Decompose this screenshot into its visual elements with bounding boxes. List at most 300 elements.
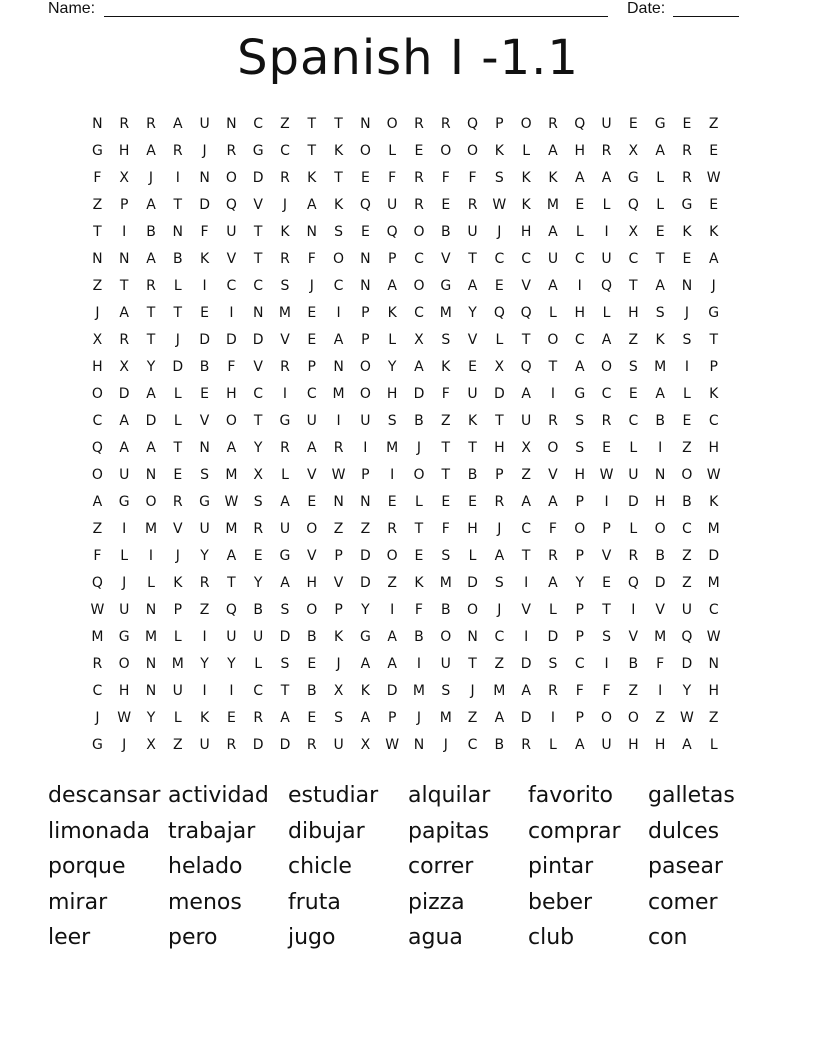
grid-letter: B <box>306 683 317 699</box>
grid-letter: M <box>707 575 720 591</box>
grid-letter: W <box>331 467 346 483</box>
grid-letter: O <box>574 521 586 537</box>
grid-letter: F <box>441 386 450 402</box>
grid-letter: Z <box>655 710 665 726</box>
grid-letter: E <box>494 278 504 294</box>
grid-letter: A <box>119 305 129 321</box>
grid-letter: A <box>655 278 665 294</box>
grid-letter: Q <box>225 602 237 618</box>
grid-letter: C <box>92 413 103 429</box>
grid-letter: D <box>386 683 398 699</box>
grid-letter: O <box>654 521 666 537</box>
grid-letter: I <box>390 602 395 618</box>
grid-letter: A <box>387 629 397 645</box>
grid-letter: D <box>279 629 291 645</box>
grid-letter: L <box>656 170 665 186</box>
grid-letter: U <box>226 629 237 645</box>
grid-letter: A <box>280 575 290 591</box>
grid-letter: R <box>226 143 237 159</box>
grid-letter: J <box>497 602 502 618</box>
grid-letter: D <box>252 737 264 753</box>
grid-letter: E <box>200 305 210 321</box>
grid-letter: A <box>682 737 692 753</box>
grid-letter: G <box>574 386 586 402</box>
grid-letter: T <box>521 332 531 348</box>
grid-letter: A <box>574 737 585 753</box>
word-bank-item: menos <box>168 889 242 915</box>
grid-letter: O <box>467 143 479 159</box>
grid-letter: M <box>654 359 667 375</box>
grid-letter: R <box>119 332 130 348</box>
grid-letter: M <box>91 629 104 645</box>
grid-letter: R <box>548 116 558 132</box>
grid-letter: I <box>524 575 529 591</box>
grid-letter: E <box>200 386 210 402</box>
grid-letter: A <box>306 440 317 456</box>
grid-letter: U <box>601 116 612 132</box>
grid-letter: R <box>172 494 183 510</box>
grid-letter: B <box>628 656 639 672</box>
grid-letter: H <box>628 305 639 321</box>
grid-letter: F <box>388 170 397 186</box>
grid-letter: R <box>387 521 398 537</box>
grid-letter: F <box>656 656 665 672</box>
grid-letter: E <box>468 359 477 375</box>
grid-row <box>84 547 727 574</box>
grid-letter: D <box>145 413 157 429</box>
grid-letter: C <box>253 278 264 294</box>
grid-letter: E <box>253 548 263 564</box>
grid-letter: Y <box>682 683 692 699</box>
grid-letter: V <box>521 602 531 618</box>
grid-row <box>84 331 727 358</box>
word-bank-item: fruta <box>288 889 341 915</box>
grid-letter: A <box>280 494 290 510</box>
grid-letter: J <box>336 656 341 672</box>
grid-letter: I <box>550 386 556 402</box>
word-bank-item: mirar <box>48 889 108 915</box>
grid-letter: O <box>306 602 318 618</box>
grid-letter: J <box>711 278 716 294</box>
grid-letter: B <box>494 737 505 753</box>
grid-letter: S <box>602 629 611 645</box>
grid-letter: T <box>629 278 638 294</box>
grid-letter: M <box>546 197 559 213</box>
grid-letter: D <box>172 359 184 375</box>
grid-letter: R <box>414 116 424 132</box>
grid-letter: P <box>602 521 611 537</box>
grid-row <box>84 412 727 439</box>
grid-letter: L <box>281 467 289 483</box>
grid-letter: A <box>521 683 531 699</box>
grid-letter: M <box>171 656 184 672</box>
grid-letter: R <box>280 440 290 456</box>
grid-letter: A <box>548 494 558 510</box>
grid-letter: B <box>306 629 317 645</box>
grid-letter: E <box>682 413 692 429</box>
grid-row <box>84 628 727 655</box>
grid-letter: U <box>521 413 532 429</box>
grid-letter: V <box>440 251 451 267</box>
grid-letter: S <box>200 467 210 483</box>
grid-letter: N <box>145 602 157 618</box>
grid-letter: B <box>414 629 424 645</box>
grid-letter: N <box>92 116 103 132</box>
grid-letter: O <box>359 143 371 159</box>
grid-letter: J <box>684 305 689 321</box>
grid-letter: L <box>602 305 611 321</box>
grid-letter: J <box>416 710 422 726</box>
grid-letter: E <box>414 548 424 564</box>
grid-letter: Y <box>575 575 585 591</box>
grid-letter: S <box>280 278 290 294</box>
grid-letter: H <box>226 386 237 402</box>
grid-letter: E <box>173 467 183 483</box>
grid-letter: A <box>601 170 612 186</box>
grid-letter: I <box>229 683 234 699</box>
word-bank-item: actividad <box>168 783 269 808</box>
grid-letter: W <box>117 710 132 726</box>
grid-letter: M <box>412 683 425 699</box>
word-bank-item: porque <box>48 854 126 879</box>
grid-letter: Z <box>387 575 397 591</box>
grid-letter: U <box>306 413 317 429</box>
grid-letter: P <box>387 710 397 726</box>
grid-letter: I <box>363 440 368 456</box>
grid-letter: K <box>333 629 344 645</box>
grid-letter: K <box>709 224 719 240</box>
grid-letter: L <box>254 656 263 672</box>
grid-letter: Q <box>520 359 532 375</box>
grid-letter: Q <box>493 305 505 321</box>
word-bank-item: pasear <box>648 854 723 879</box>
grid-letter: D <box>252 332 264 348</box>
grid-letter: R <box>119 116 130 132</box>
grid-letter: W <box>680 710 694 726</box>
grid-letter: O <box>359 386 371 402</box>
grid-letter: E <box>602 575 611 591</box>
grid-letter: V <box>280 332 290 348</box>
grid-letter: B <box>440 224 451 240</box>
grid-letter: E <box>307 710 317 726</box>
grid-letter: C <box>414 251 424 267</box>
grid-letter: L <box>549 602 557 618</box>
grid-letter: I <box>202 278 207 294</box>
grid-letter: R <box>548 413 558 429</box>
grid-row <box>84 250 727 277</box>
word-bank-item: favorito <box>528 783 613 808</box>
grid-letter: I <box>336 413 341 429</box>
grid-letter: B <box>655 413 665 429</box>
grid-letter: T <box>334 116 343 132</box>
grid-letter: D <box>547 629 559 645</box>
grid-letter: N <box>226 116 237 132</box>
grid-letter: L <box>173 386 182 402</box>
grid-letter: T <box>146 305 156 321</box>
grid-letter: K <box>280 224 290 240</box>
grid-letter: X <box>414 332 424 348</box>
grid-letter: V <box>306 467 317 483</box>
grid-letter: A <box>306 197 317 213</box>
grid-letter: H <box>306 575 318 591</box>
grid-letter: A <box>333 332 344 348</box>
grid-letter: E <box>307 656 317 672</box>
word-bank-item: pintar <box>528 854 594 879</box>
grid-letter: B <box>655 548 665 564</box>
grid-letter: H <box>118 143 130 159</box>
grid-letter: F <box>227 359 236 375</box>
grid-letter: F <box>602 683 611 699</box>
grid-letter: J <box>497 521 502 537</box>
grid-letter: P <box>575 710 584 726</box>
grid-letter: Y <box>361 602 370 618</box>
grid-letter: C <box>306 386 317 402</box>
grid-letter: Q <box>386 224 398 240</box>
grid-letter: W <box>90 602 105 618</box>
grid-letter: K <box>387 305 397 321</box>
grid-letter: H <box>574 143 585 159</box>
grid-letter: G <box>654 116 666 132</box>
grid-letter: P <box>334 548 343 564</box>
grid-letter: R <box>521 737 532 753</box>
grid-letter: O <box>386 116 398 132</box>
grid-letter: O <box>627 710 639 726</box>
grid-letter: L <box>495 332 504 348</box>
grid-letter: F <box>575 683 584 699</box>
grid-letter: N <box>360 278 371 294</box>
grid-letter: U <box>467 386 478 402</box>
grid-letter: U <box>360 413 371 429</box>
grid-letter: U <box>253 629 264 645</box>
grid-letter: Z <box>92 521 103 537</box>
grid-letter: A <box>574 170 585 186</box>
grid-letter: V <box>199 413 210 429</box>
grid-letter: R <box>333 440 344 456</box>
grid-letter: C <box>92 683 103 699</box>
grid-letter: I <box>416 656 422 672</box>
grid-letter: I <box>658 683 663 699</box>
grid-letter: V <box>253 359 263 375</box>
grid-letter: U <box>119 602 130 618</box>
word-bank-item: dulces <box>648 818 720 844</box>
grid-letter: A <box>226 548 237 564</box>
grid-letter: P <box>387 251 397 267</box>
grid-letter: D <box>654 575 666 591</box>
grid-letter: Y <box>387 359 397 375</box>
grid-letter: S <box>494 170 504 186</box>
grid-letter: L <box>147 575 155 591</box>
grid-letter: R <box>172 143 183 159</box>
grid-letter: H <box>654 494 666 510</box>
grid-letter: U <box>199 521 210 537</box>
grid-letter: D <box>118 386 130 402</box>
grid-letter: E <box>226 710 236 726</box>
grid-letter: T <box>468 440 477 456</box>
grid-letter: J <box>202 143 207 159</box>
grid-letter: L <box>656 197 665 213</box>
grid-letter: V <box>628 629 639 645</box>
grid-letter: D <box>359 575 371 591</box>
grid-letter: G <box>627 170 639 186</box>
grid-letter: O <box>225 413 237 429</box>
grid-letter: C <box>280 143 290 159</box>
grid-letter: S <box>280 656 290 672</box>
grid-letter: C <box>521 521 532 537</box>
grid-letter: T <box>655 251 665 267</box>
grid-letter: W <box>224 494 239 510</box>
grid-row <box>84 736 727 763</box>
grid-letter: Z <box>172 737 183 753</box>
grid-letter: E <box>307 494 317 510</box>
grid-letter: Y <box>146 359 156 375</box>
grid-letter: N <box>118 251 130 267</box>
grid-letter: A <box>414 359 424 375</box>
grid-letter: J <box>95 305 100 321</box>
grid-letter: S <box>655 305 665 321</box>
grid-letter: G <box>118 494 130 510</box>
grid-letter: S <box>441 548 451 564</box>
grid-letter: L <box>468 548 477 564</box>
grid-letter: N <box>92 251 103 267</box>
grid-letter: R <box>146 278 156 294</box>
grid-letter: R <box>280 359 290 375</box>
grid-letter: X <box>119 359 129 375</box>
grid-letter: T <box>253 413 263 429</box>
grid-letter: O <box>601 359 613 375</box>
grid-letter: D <box>252 170 264 186</box>
grid-letter: S <box>575 413 585 429</box>
grid-letter: K <box>360 683 370 699</box>
grid-letter: D <box>520 656 532 672</box>
grid-row <box>84 439 727 466</box>
grid-letter: C <box>574 332 585 348</box>
grid-letter: Z <box>92 197 103 213</box>
grid-letter: C <box>628 413 639 429</box>
grid-letter: A <box>467 278 478 294</box>
grid-letter: K <box>199 710 210 726</box>
name-blank-line <box>104 16 608 17</box>
grid-letter: M <box>439 575 452 591</box>
grid-letter: N <box>681 278 693 294</box>
grid-letter: C <box>708 413 719 429</box>
grid-letter: K <box>467 413 478 429</box>
grid-letter: G <box>91 737 103 753</box>
grid-letter: Y <box>227 656 236 672</box>
grid-letter: B <box>467 467 478 483</box>
word-bank-item: dibujar <box>288 818 365 844</box>
grid-letter: Z <box>682 440 692 456</box>
grid-letter: S <box>387 413 397 429</box>
grid-letter: P <box>575 629 584 645</box>
grid-letter: C <box>226 278 237 294</box>
grid-letter: E <box>468 494 477 510</box>
grid-letter: F <box>414 602 423 618</box>
grid-letter: N <box>199 440 210 456</box>
word-bank <box>48 779 768 957</box>
grid-letter: L <box>575 224 584 240</box>
grid-letter: O <box>467 602 479 618</box>
grid-letter: A <box>548 143 558 159</box>
grid-letter: H <box>520 224 532 240</box>
grid-letter: D <box>199 197 210 213</box>
grid-letter: T <box>119 278 129 294</box>
grid-letter: O <box>386 548 398 564</box>
word-bank-item: beber <box>528 889 593 915</box>
grid-letter: N <box>199 170 210 186</box>
grid-letter: F <box>548 521 557 537</box>
grid-letter: B <box>440 602 451 618</box>
grid-letter: J <box>122 737 127 753</box>
grid-letter: X <box>92 332 103 348</box>
grid-letter: A <box>280 710 290 726</box>
grid-letter: Y <box>146 710 156 726</box>
grid-row <box>84 574 727 601</box>
grid-letter: M <box>439 710 452 726</box>
grid-letter: P <box>709 359 718 375</box>
grid-letter: K <box>441 359 451 375</box>
grid-letter: A <box>574 359 585 375</box>
grid-letter: T <box>602 602 611 618</box>
grid-letter: L <box>173 413 182 429</box>
grid-letter: X <box>360 737 371 753</box>
word-bank-item: club <box>528 925 575 950</box>
grid-letter: I <box>148 548 154 564</box>
grid-letter: D <box>279 737 291 753</box>
grid-letter: A <box>360 710 371 726</box>
grid-letter: Z <box>521 467 531 483</box>
grid-letter: L <box>173 710 182 726</box>
word-bank-item: alquilar <box>408 783 491 808</box>
grid-letter: R <box>414 197 424 213</box>
grid-letter: T <box>441 440 451 456</box>
grid-letter: T <box>307 116 317 132</box>
grid-letter: A <box>521 494 531 510</box>
grid-letter: H <box>494 440 505 456</box>
grid-letter: L <box>522 143 531 159</box>
grid-row <box>84 277 727 304</box>
grid-letter: R <box>494 494 505 510</box>
grid-letter: G <box>681 197 693 213</box>
grid-letter: E <box>682 251 692 267</box>
grid-letter: B <box>172 251 183 267</box>
grid-letter: L <box>683 386 691 402</box>
grid-letter: U <box>387 197 398 213</box>
grid-letter: Z <box>333 521 344 537</box>
grid-letter: E <box>307 332 317 348</box>
grid-letter: Z <box>628 683 639 699</box>
grid-letter: X <box>253 467 263 483</box>
grid-letter: E <box>628 386 638 402</box>
grid-letter: B <box>253 602 263 618</box>
grid-letter: V <box>253 197 263 213</box>
grid-letter: O <box>359 359 371 375</box>
grid-letter: I <box>282 386 288 402</box>
grid-letter: R <box>226 737 237 753</box>
grid-letter: U <box>199 737 210 753</box>
grid-letter: Z <box>494 656 505 672</box>
grid-letter: P <box>334 602 343 618</box>
grid-letter: H <box>574 305 585 321</box>
grid-letter: A <box>655 386 665 402</box>
grid-letter: L <box>602 197 611 213</box>
grid-letter: A <box>494 548 505 564</box>
grid-letter: H <box>628 737 639 753</box>
word-bank-item: papitas <box>408 818 490 844</box>
grid-letter: M <box>144 521 158 537</box>
grid-letter: M <box>654 629 667 645</box>
grid-letter: L <box>173 278 182 294</box>
grid-letter: Q <box>627 197 639 213</box>
